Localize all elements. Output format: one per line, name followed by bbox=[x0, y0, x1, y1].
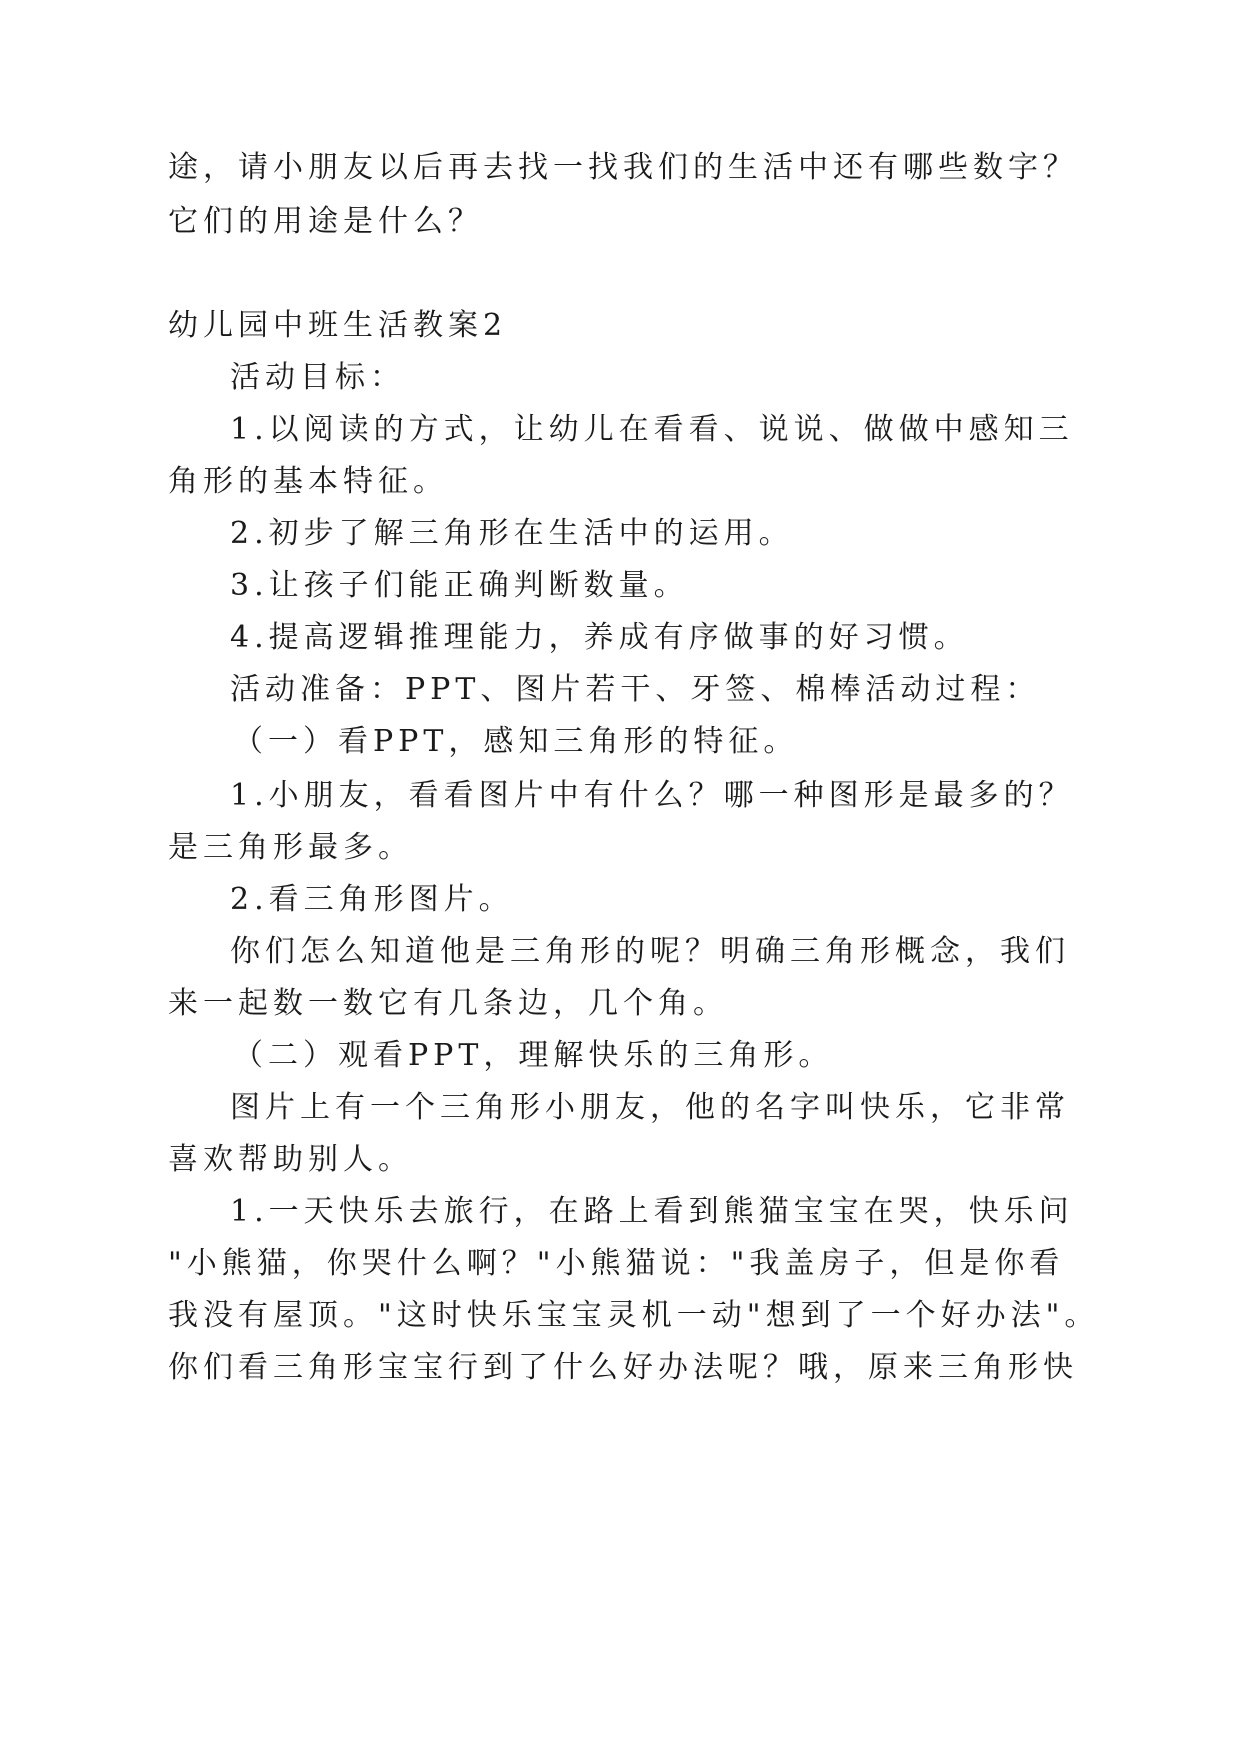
text-line: 1.以阅读的方式，让幼儿在看看、说说、做做中感知三 bbox=[230, 412, 1074, 447]
text-line: 我没有屋顶。"这时快乐宝宝灵机一动"想到了一个好办法"。 bbox=[168, 1298, 1100, 1333]
text-line: 途，请小朋友以后再去找一找我们的生活中还有哪些数字？ bbox=[168, 150, 1078, 185]
text-line: 4.提高逻辑推理能力，养成有序做事的好习惯。 bbox=[230, 620, 969, 655]
text-line: （一）看PPT，感知三角形的特征。 bbox=[233, 724, 799, 759]
text-line: 它们的用途是什么？ bbox=[168, 204, 483, 239]
text-line: 你们看三角形宝宝行到了什么好办法呢？哦，原来三角形快 bbox=[168, 1350, 1078, 1385]
text-line: 角形的基本特征。 bbox=[168, 464, 448, 499]
text-line: 3.让孩子们能正确判断数量。 bbox=[230, 568, 689, 603]
text-line: 活动目标： bbox=[230, 360, 405, 395]
text-line: （二）观看PPT，理解快乐的三角形。 bbox=[233, 1038, 834, 1073]
text-line: 来一起数一数它有几条边，几个角。 bbox=[168, 986, 728, 1021]
section-title: 幼儿园中班生活教案2 bbox=[168, 308, 508, 343]
text-line: 活动准备：PPT、图片若干、牙签、棉棒活动过程： bbox=[230, 672, 1041, 707]
text-line: 图片上有一个三角形小朋友，他的名字叫快乐，它非常 bbox=[230, 1090, 1070, 1125]
text-line: "小熊猫，你哭什么啊？"小熊猫说："我盖房子，但是你看 bbox=[168, 1246, 1065, 1281]
text-line: 2.初步了解三角形在生活中的运用。 bbox=[230, 516, 794, 551]
text-line: 喜欢帮助别人。 bbox=[168, 1142, 413, 1177]
text-line: 1.一天快乐去旅行，在路上看到熊猫宝宝在哭，快乐问 bbox=[230, 1194, 1074, 1229]
text-line: 1.小朋友，看看图片中有什么？哪一种图形是最多的？ bbox=[230, 778, 1074, 813]
text-line: 你们怎么知道他是三角形的呢？明确三角形概念，我们 bbox=[230, 934, 1070, 969]
text-line: 是三角形最多。 bbox=[168, 830, 413, 865]
text-line: 2.看三角形图片。 bbox=[230, 882, 514, 917]
